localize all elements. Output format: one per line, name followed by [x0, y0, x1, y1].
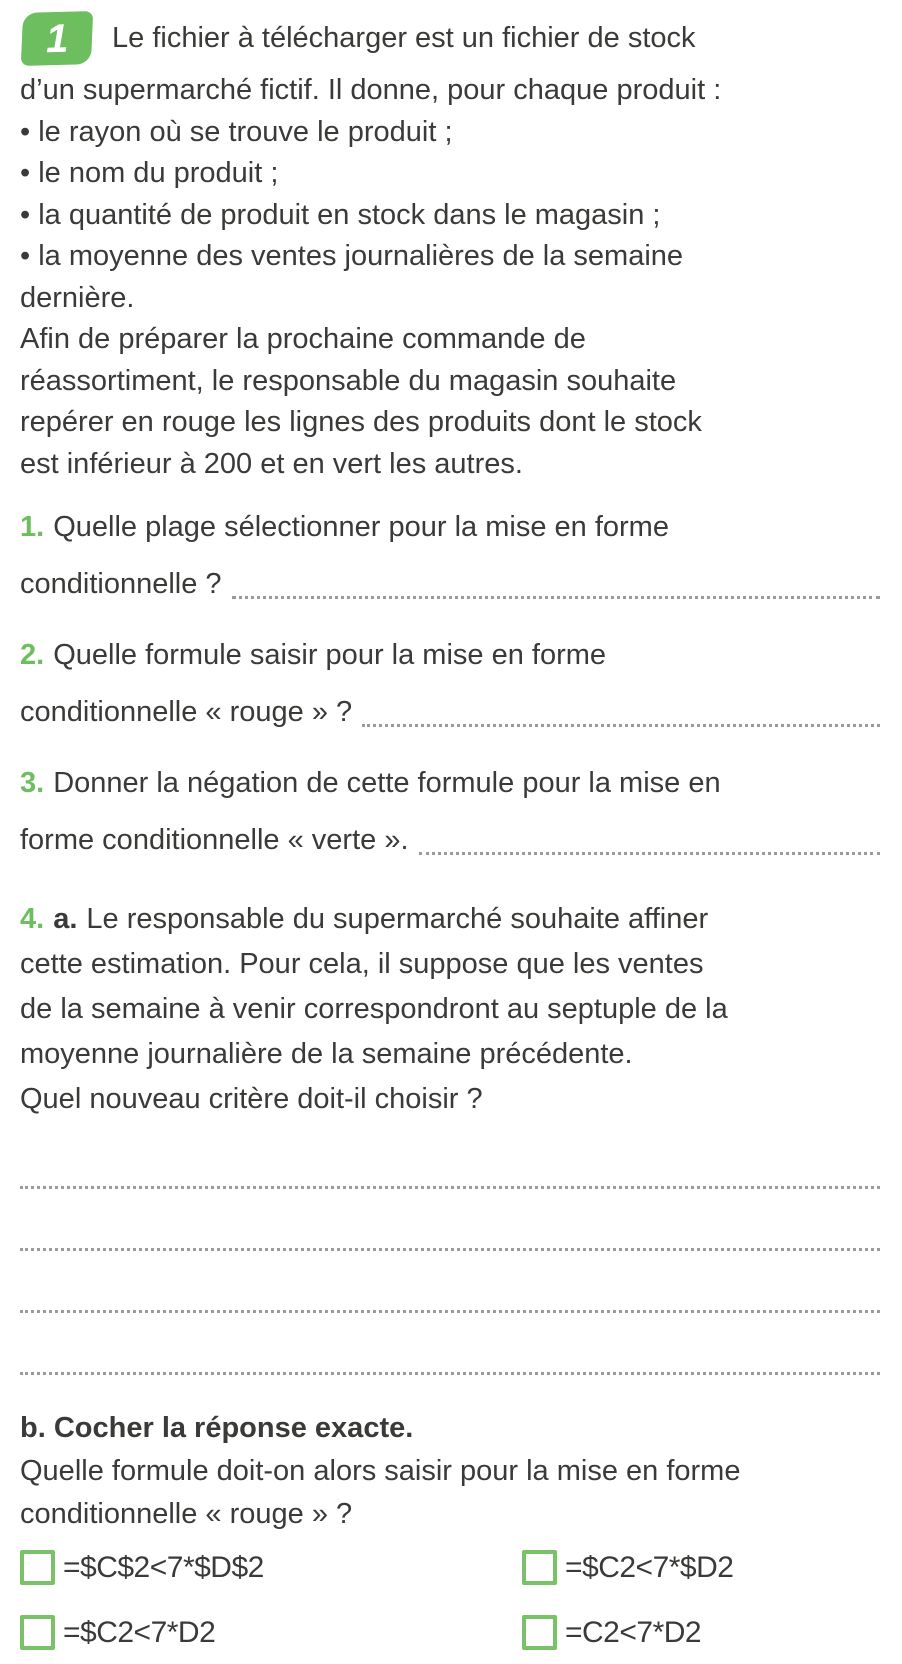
answer-dotted-leader — [232, 596, 880, 599]
answer-line — [20, 1189, 880, 1251]
intro-line: dernière. — [20, 281, 135, 314]
question-1-text: Quelle plage sélectionner pour la mise en forme — [53, 511, 669, 543]
checkbox-icon[interactable] — [522, 1550, 557, 1585]
answer-option-1[interactable] — [20, 1546, 522, 1589]
question-4-text: moyenne journalière de la semaine précédente. — [20, 1038, 633, 1070]
question-4b — [20, 1407, 880, 1654]
question-4b-heading — [20, 1407, 880, 1450]
question-4-number: 4. — [20, 903, 45, 935]
intro-paragraph — [20, 14, 880, 485]
answer-line — [20, 1251, 880, 1313]
question-4-text: Quel nouveau critère doit-il choisir ? — [20, 1083, 483, 1115]
question-1 — [20, 499, 880, 613]
question-4-line1 — [20, 897, 880, 942]
intro-line: d’un supermarché fictif. Il donne, pour chaque produit : — [20, 74, 722, 106]
answer-dotted-leader — [362, 724, 880, 727]
question-4b-text: Quelle formule doit-on alors saisir pour la mise en forme — [20, 1455, 741, 1487]
question-2-text: conditionnelle « rouge » ? — [20, 696, 353, 728]
question-4a-label: a. — [53, 903, 78, 935]
question-4b-label: b. — [20, 1412, 46, 1444]
question-3-text: forme conditionnelle « verte ». — [20, 824, 409, 856]
answer-dotted-leader — [419, 852, 881, 855]
checkbox-icon[interactable] — [522, 1615, 557, 1650]
question-2-number: 2. — [20, 639, 45, 671]
answer-line — [20, 1313, 880, 1375]
exercise-number-badge — [21, 11, 93, 66]
question-1-number: 1. — [20, 511, 45, 543]
answer-option-2[interactable] — [522, 1546, 880, 1589]
question-4-text: Le responsable du supermarché souhaite affiner — [86, 903, 709, 935]
intro-line: repérer en rouge les lignes des produits dont le stock — [20, 406, 702, 438]
checkbox-icon[interactable] — [20, 1550, 55, 1585]
question-2-line1 — [20, 627, 880, 684]
option-formula: =$C2<7*$D2 — [565, 1551, 734, 1584]
question-4-text: cette estimation. Pour cela, il suppose que les ventes — [20, 948, 704, 980]
option-formula: =C2<7*D2 — [565, 1616, 702, 1649]
question-1-line2 — [20, 556, 880, 613]
intro-line: Le fichier à télécharger est un fichier de stock — [112, 22, 696, 54]
bullet-item: • le nom du produit ; — [20, 157, 279, 189]
question-3-text: Donner la négation de cette formule pour la mise en — [53, 767, 721, 799]
intro-line: est inférieur à 200 et en vert les autres. — [20, 447, 523, 480]
answer-option-3[interactable] — [20, 1611, 522, 1654]
question-4 — [20, 897, 880, 1122]
bullet-item: • le rayon où se trouve le produit ; — [20, 115, 453, 148]
answer-line — [20, 1138, 880, 1189]
question-1-line1 — [20, 499, 880, 556]
option-formula: =$C$2<7*$D$2 — [63, 1551, 264, 1584]
question-2 — [20, 627, 880, 741]
question-2-text: Quelle formule saisir pour la mise en forme — [53, 639, 607, 671]
option-formula: =$C2<7*D2 — [63, 1616, 216, 1649]
question-4b-title: Cocher la réponse exacte. — [53, 1412, 414, 1444]
question-1-text: conditionnelle ? — [20, 568, 222, 600]
bullet-item: • la moyenne des ventes journalières de la semaine — [20, 240, 684, 272]
intro-line: Afin de préparer la prochaine commande de — [20, 323, 586, 355]
exercise-number: 1 — [45, 16, 69, 61]
question-3 — [20, 755, 880, 869]
question-3-line2 — [20, 812, 880, 869]
bullet-item: • la quantité de produit en stock dans le magasin ; — [20, 198, 661, 231]
question-4b-text: conditionnelle « rouge » ? — [20, 1498, 353, 1530]
question-3-line1 — [20, 755, 880, 812]
question-4-text: de la semaine à venir correspondront au septuple de la — [20, 993, 728, 1025]
question-3-number: 3. — [20, 767, 45, 799]
question-2-line2 — [20, 684, 880, 741]
options-grid — [20, 1546, 880, 1654]
answer-area — [20, 1138, 880, 1375]
answer-option-4[interactable] — [522, 1611, 880, 1654]
intro-line: réassortiment, le responsable du magasin souhaite — [20, 364, 677, 397]
checkbox-icon[interactable] — [20, 1615, 55, 1650]
